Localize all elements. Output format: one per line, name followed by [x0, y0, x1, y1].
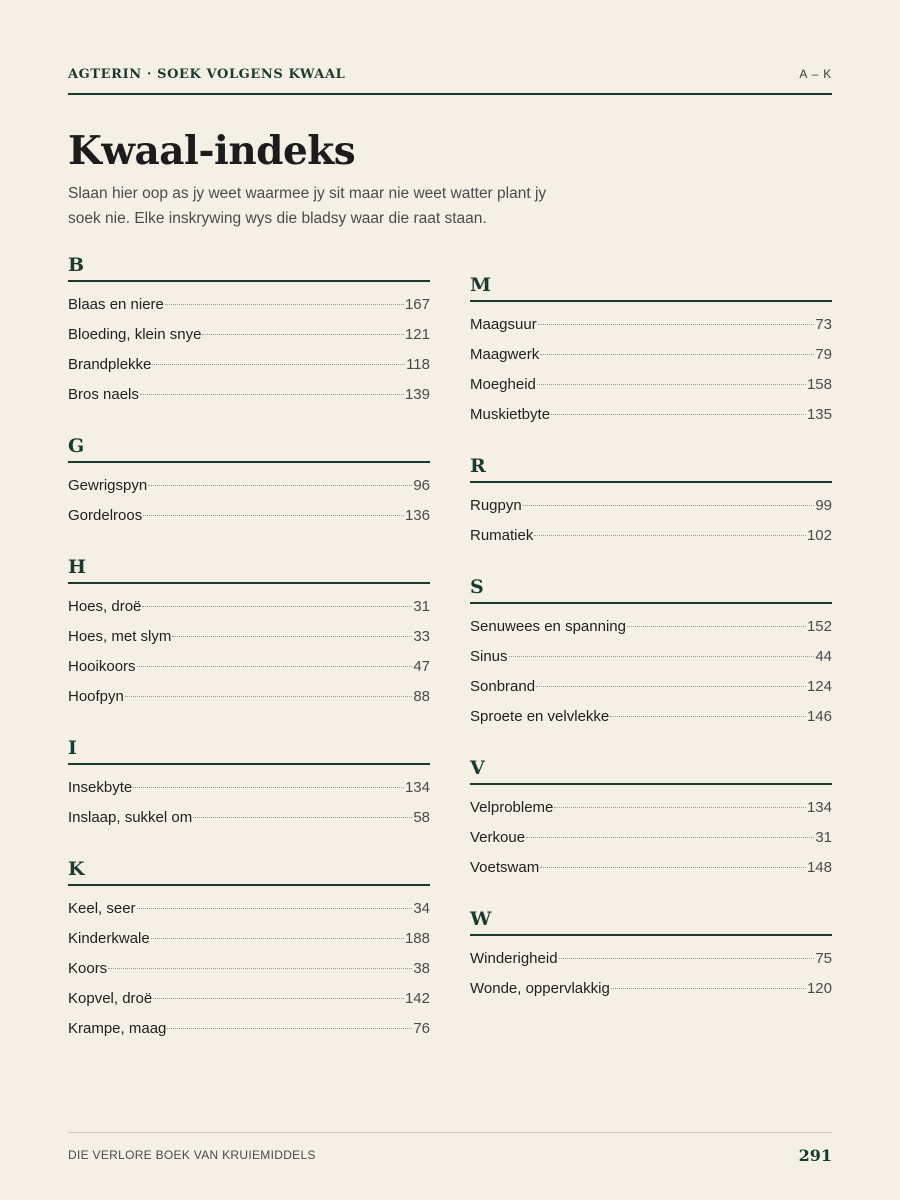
group-letter: R — [470, 454, 832, 483]
dot-leader — [611, 988, 806, 989]
group-letter: G — [68, 434, 430, 463]
index-group-r — [470, 454, 832, 551]
entry-term: Hoofpyn — [68, 688, 124, 705]
dot-leader — [142, 606, 412, 607]
page-footer — [68, 1144, 832, 1166]
index-entry — [68, 290, 430, 320]
dot-leader — [610, 716, 806, 717]
entry-term: Koors — [68, 960, 108, 977]
dot-leader — [509, 656, 815, 657]
index-group-k — [68, 857, 430, 1044]
index-column-right — [470, 273, 832, 1028]
entry-page-number: 124 — [806, 678, 832, 695]
index-entry — [68, 924, 430, 954]
entry-term: Bros naels — [68, 386, 139, 403]
index-group-m — [470, 273, 832, 430]
index-entry — [470, 612, 832, 642]
entry-page-number: 146 — [806, 708, 832, 725]
index-entry — [470, 310, 832, 340]
entry-term: Krampe, maag — [68, 1020, 167, 1037]
dot-leader — [551, 414, 806, 415]
running-header — [68, 64, 832, 84]
entry-list — [68, 765, 430, 833]
index-entry — [470, 521, 832, 551]
entry-page-number: 148 — [806, 859, 832, 876]
entry-term: Kinderkwale — [68, 930, 150, 947]
entry-term: Hoes, met slym — [68, 628, 172, 645]
dot-leader — [165, 304, 404, 305]
index-entry — [470, 702, 832, 732]
index-group-i — [68, 736, 430, 833]
section-label: AGTERIN · SOEK VOLGENS KWAAL — [68, 66, 346, 82]
entry-page-number: 134 — [404, 779, 430, 796]
dot-leader — [137, 666, 413, 667]
index-entry — [68, 622, 430, 652]
entry-term: Voetswam — [470, 859, 540, 876]
entry-list — [68, 282, 430, 410]
entry-list — [68, 584, 430, 712]
entry-page-number: 121 — [404, 326, 430, 343]
index-group-h — [68, 555, 430, 712]
dot-leader — [148, 485, 412, 486]
group-letter: W — [470, 907, 832, 936]
index-group-g — [68, 434, 430, 531]
entry-page-number: 142 — [404, 990, 430, 1007]
entry-page-number: 96 — [413, 477, 430, 494]
entry-page-number: 118 — [406, 356, 430, 373]
index-entry — [68, 350, 430, 380]
entry-page-number: 188 — [404, 930, 430, 947]
dot-leader — [537, 384, 806, 385]
entry-page-number: 58 — [413, 809, 430, 826]
group-letter: S — [470, 575, 832, 604]
index-page — [68, 0, 832, 1200]
intro-text: Slaan hier oop as jy weet waarmee jy sit maar nie weet watter plant jy soek nie. Elke inskrywing wys die bladsy waar die raat staan. — [68, 185, 547, 227]
dot-leader — [193, 817, 412, 818]
entry-page-number: 102 — [806, 527, 832, 544]
dot-leader — [540, 354, 814, 355]
dot-leader — [202, 334, 404, 335]
index-entry — [68, 682, 430, 712]
entry-page-number: 99 — [815, 497, 832, 514]
index-entry — [470, 853, 832, 883]
entry-page-number: 158 — [806, 376, 832, 393]
dot-leader — [534, 535, 806, 536]
dot-leader — [554, 807, 806, 808]
index-entry — [68, 803, 430, 833]
index-entry — [470, 642, 832, 672]
index-group-w — [470, 907, 832, 1004]
entry-page-number: 134 — [806, 799, 832, 816]
letter-range: A – K — [799, 67, 832, 81]
entry-page-number: 31 — [413, 598, 430, 615]
dot-leader — [137, 908, 413, 909]
entry-term: Hoes, droë — [68, 598, 142, 615]
index-entry — [68, 652, 430, 682]
index-entry — [68, 954, 430, 984]
entry-term: Winderigheid — [470, 950, 558, 967]
entry-page-number: 136 — [404, 507, 430, 524]
dot-leader — [153, 998, 404, 999]
entry-list — [68, 463, 430, 531]
entry-term: Maagsuur — [470, 316, 537, 333]
entry-term: Gewrigspyn — [68, 477, 148, 494]
dot-leader — [167, 1028, 412, 1029]
dot-leader — [108, 968, 412, 969]
dot-leader — [536, 686, 806, 687]
dot-leader — [172, 636, 412, 637]
entry-term: Maagwerk — [470, 346, 540, 363]
index-entry — [470, 400, 832, 430]
index-group-s — [470, 575, 832, 732]
entry-term: Gordelroos — [68, 507, 143, 524]
index-entry — [68, 501, 430, 531]
entry-term: Insekbyte — [68, 779, 133, 796]
entry-list — [470, 936, 832, 1004]
dot-leader — [152, 364, 405, 365]
index-entry — [470, 793, 832, 823]
index-entry — [68, 592, 430, 622]
entry-page-number: 47 — [413, 658, 430, 675]
dot-leader — [559, 958, 815, 959]
book-title: DIE VERLORE BOEK VAN KRUIEMIDDELS — [68, 1148, 316, 1162]
index-entry — [470, 974, 832, 1004]
entry-page-number: 34 — [413, 900, 430, 917]
entry-term: Sproete en velvlekke — [470, 708, 610, 725]
dot-leader — [526, 837, 814, 838]
entry-page-number: 75 — [815, 950, 832, 967]
entry-term: Sinus — [470, 648, 508, 665]
index-entry — [68, 380, 430, 410]
dot-leader — [143, 515, 404, 516]
entry-term: Keel, seer — [68, 900, 136, 917]
entry-term: Wonde, oppervlakkig — [470, 980, 610, 997]
entry-term: Inslaap, sukkel om — [68, 809, 193, 826]
entry-term: Rugpyn — [470, 497, 522, 514]
entry-term: Blaas en niere — [68, 296, 164, 313]
group-letter: M — [470, 273, 832, 302]
index-entry — [68, 773, 430, 803]
index-entry — [68, 1014, 430, 1044]
entry-page-number: 139 — [404, 386, 430, 403]
index-entry — [470, 340, 832, 370]
index-entry — [470, 370, 832, 400]
index-entry — [470, 944, 832, 974]
entry-page-number: 73 — [815, 316, 832, 333]
page-title: Kwaal-indeks — [68, 128, 356, 174]
dot-leader — [538, 324, 815, 325]
entry-term: Bloeding, klein snye — [68, 326, 202, 343]
entry-list — [470, 785, 832, 883]
index-entry — [68, 894, 430, 924]
index-entry — [68, 984, 430, 1014]
entry-list — [470, 604, 832, 732]
entry-term: Brandplekke — [68, 356, 152, 373]
dot-leader — [627, 626, 806, 627]
entry-page-number: 31 — [815, 829, 832, 846]
index-entry — [68, 320, 430, 350]
dot-leader — [133, 787, 404, 788]
entry-page-number: 167 — [404, 296, 430, 313]
entry-term: Hooikoors — [68, 658, 136, 675]
entry-term: Moegheid — [470, 376, 536, 393]
entry-term: Senuwees en spanning — [470, 618, 626, 635]
entry-page-number: 76 — [413, 1020, 430, 1037]
entry-term: Sonbrand — [470, 678, 536, 695]
group-letter: B — [68, 253, 430, 282]
index-group-v — [470, 756, 832, 883]
page-number: 291 — [798, 1145, 832, 1165]
dot-leader — [125, 696, 412, 697]
header-rule — [68, 93, 832, 95]
entry-page-number: 38 — [413, 960, 430, 977]
index-group-b — [68, 253, 430, 410]
index-entry — [470, 491, 832, 521]
footer-rule — [68, 1132, 832, 1133]
entry-term: Rumatiek — [470, 527, 534, 544]
index-column-left — [68, 253, 430, 1068]
group-letter: I — [68, 736, 430, 765]
group-letter: H — [68, 555, 430, 584]
entry-term: Velprobleme — [470, 799, 554, 816]
entry-page-number: 88 — [413, 688, 430, 705]
group-letter: V — [470, 756, 832, 785]
entry-page-number: 44 — [815, 648, 832, 665]
entry-term: Muskietbyte — [470, 406, 551, 423]
entry-page-number: 79 — [815, 346, 832, 363]
entry-term: Verkoue — [470, 829, 526, 846]
entry-term: Kopvel, droë — [68, 990, 153, 1007]
dot-leader — [523, 505, 815, 506]
dot-leader — [140, 394, 404, 395]
entry-list — [470, 483, 832, 551]
entry-list — [470, 302, 832, 430]
dot-leader — [151, 938, 404, 939]
entry-page-number: 152 — [806, 618, 832, 635]
entry-page-number: 135 — [806, 406, 832, 423]
index-entry — [470, 672, 832, 702]
group-letter: K — [68, 857, 430, 886]
entry-page-number: 33 — [413, 628, 430, 645]
entry-list — [68, 886, 430, 1044]
entry-page-number: 120 — [806, 980, 832, 997]
index-entry — [68, 471, 430, 501]
dot-leader — [540, 867, 806, 868]
index-entry — [470, 823, 832, 853]
